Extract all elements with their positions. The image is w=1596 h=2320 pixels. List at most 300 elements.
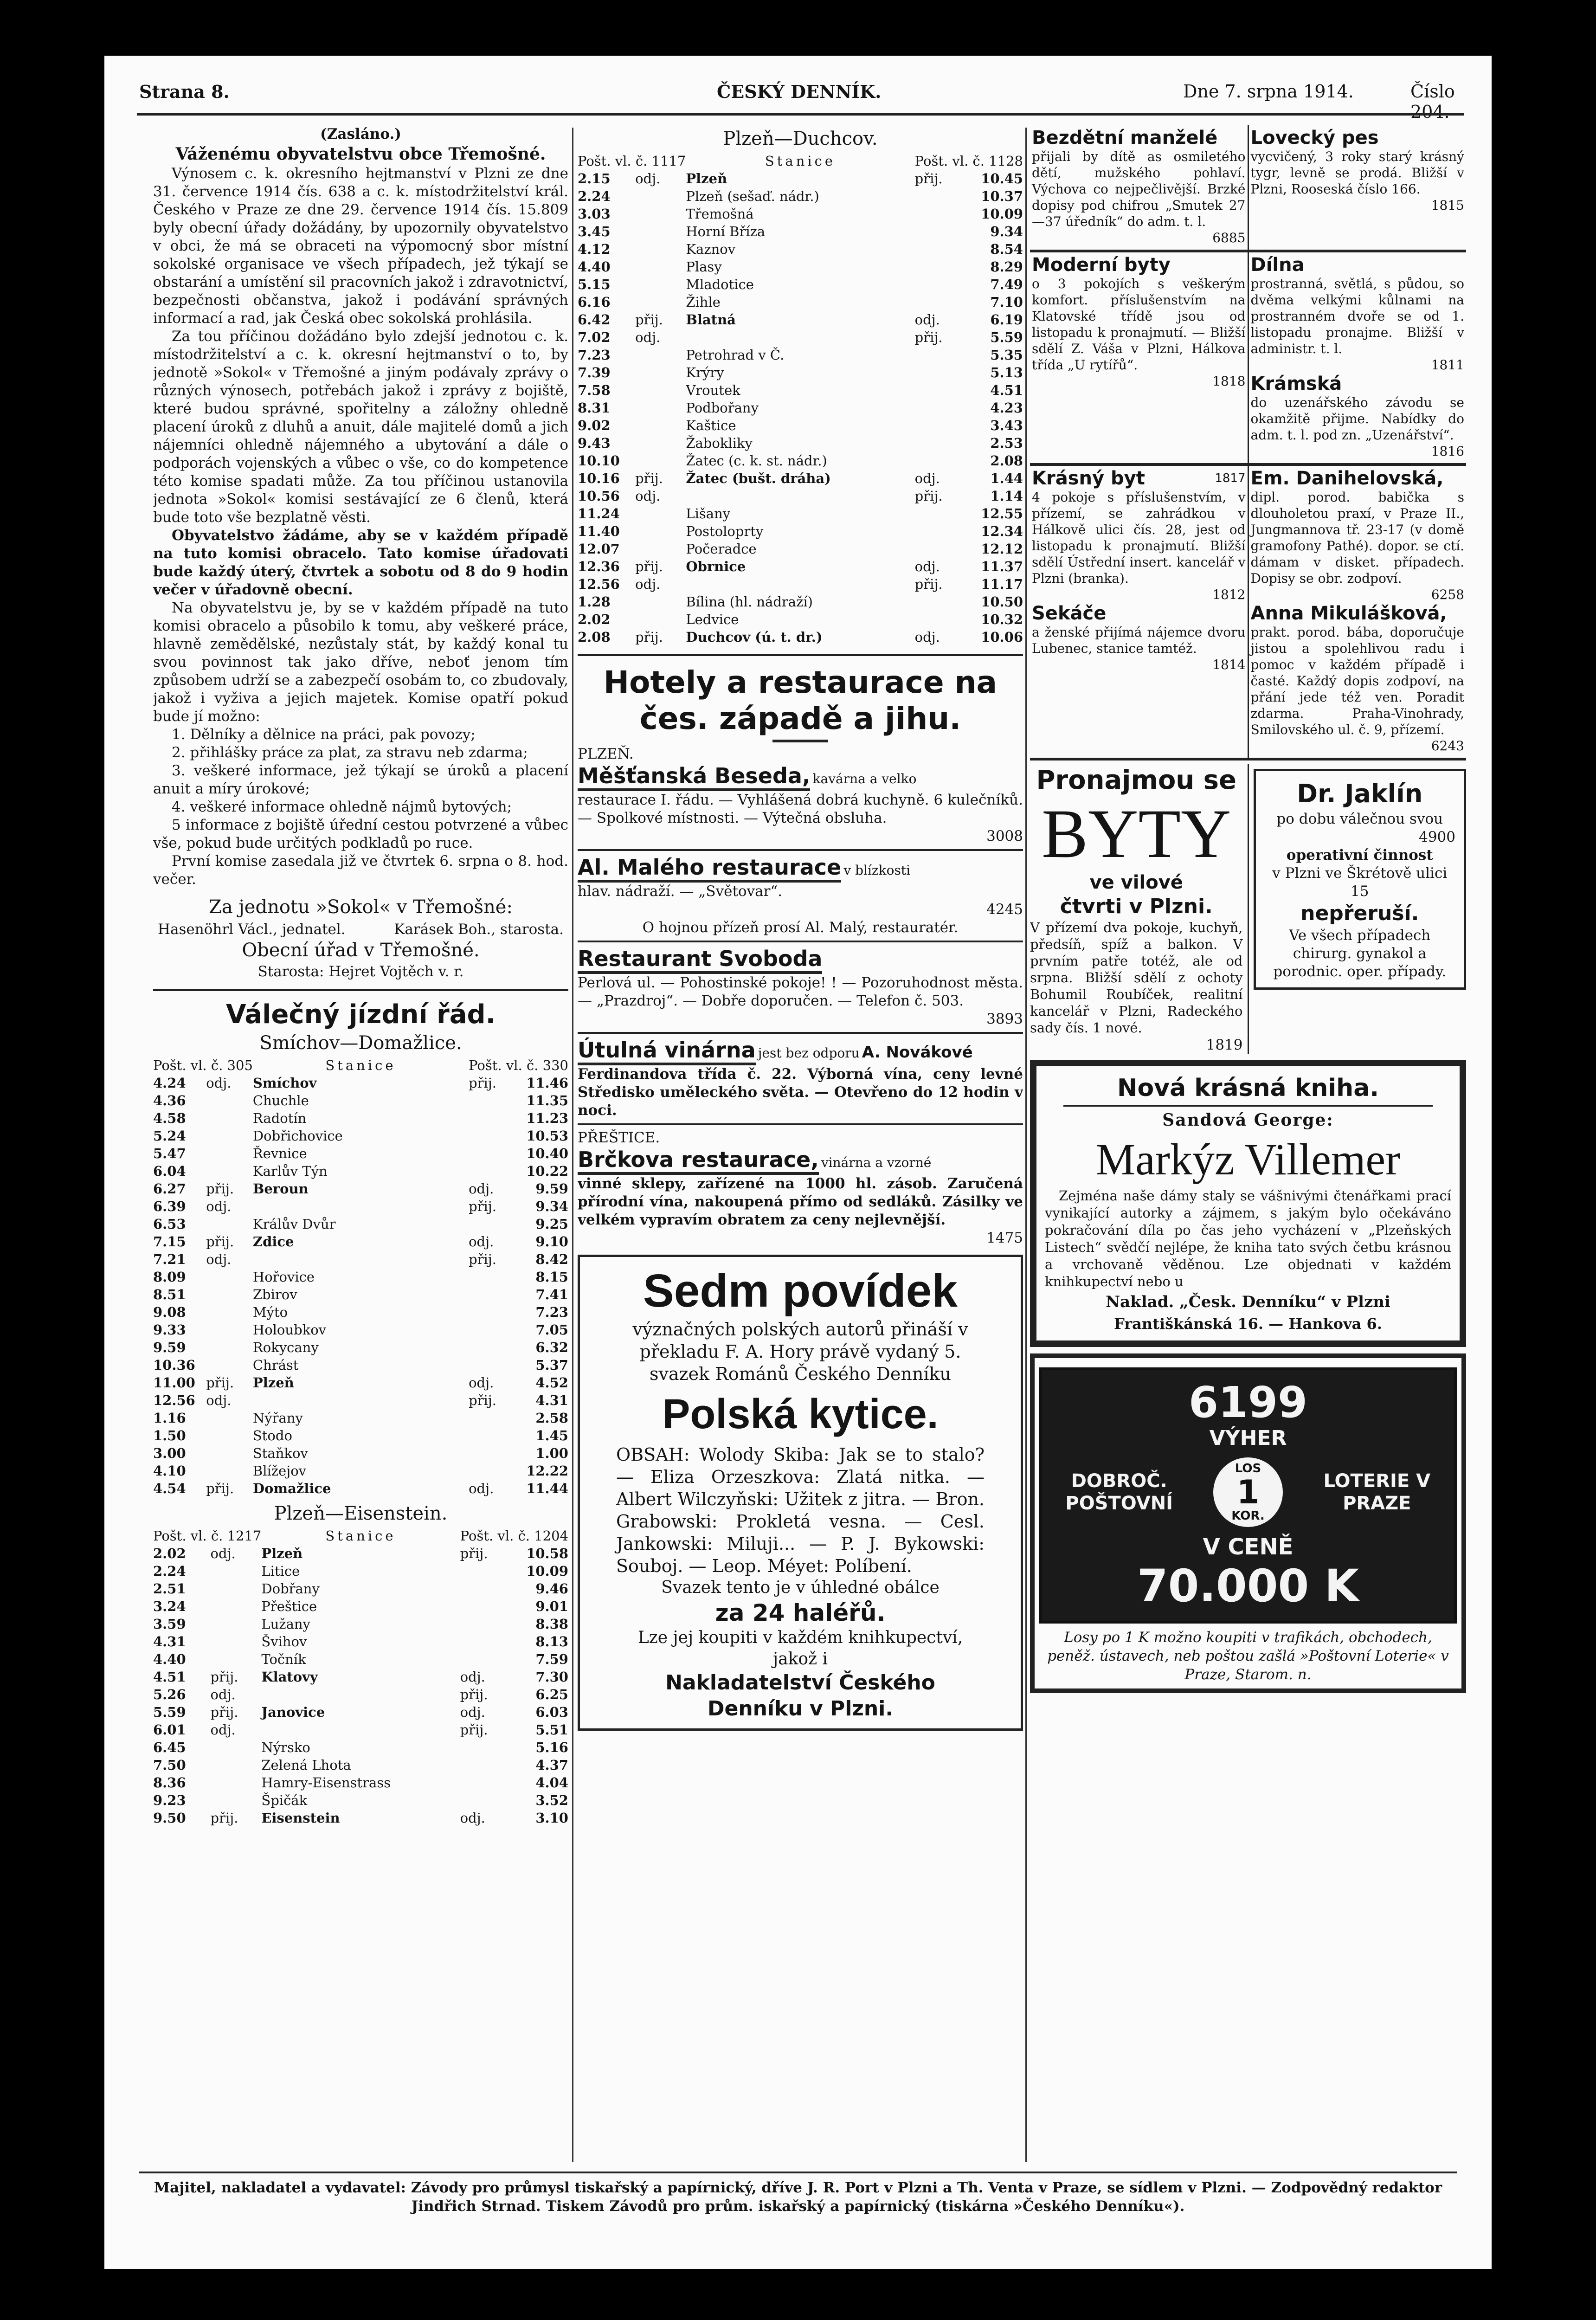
route1-cell-arr-time: 4.52 (535, 1375, 568, 1391)
route1-cell-arr-label (469, 1145, 510, 1162)
route1-cell-station: Zdice (252, 1234, 294, 1250)
route1-cell-arr-time: 9.25 (535, 1216, 568, 1232)
city-prestice: PŘEŠTICE. (578, 1129, 660, 1146)
route2-cell-station (261, 1686, 460, 1703)
route1-row (153, 1233, 568, 1250)
route3-row (578, 575, 1023, 593)
book-ad-price-pre: Svazek tento je v úhledné obálce (661, 1578, 940, 1597)
route3-cell-station: Podbořany (686, 400, 759, 416)
route1-row (153, 1374, 568, 1392)
route3-cell-station: Vroutek (686, 382, 740, 398)
route1-cell-dep-label: odj. (206, 1392, 232, 1408)
notice-list-3: 3. veškeré informace, jež týkají se úroků a placení anuit a míry úrokové; (153, 762, 568, 797)
route1-rows (153, 1074, 568, 1497)
route3-cell-arr-label: přij. (914, 488, 943, 504)
route1-row (153, 1215, 568, 1233)
classified-num-top: 1817 (1215, 471, 1246, 485)
route1-row (153, 1250, 568, 1268)
route2-cell-station: Točník (261, 1651, 306, 1667)
route1-cell-dep-time: 4.10 (153, 1463, 186, 1479)
lottery-wins: VÝHER (1209, 1426, 1287, 1450)
route1-row (153, 1480, 568, 1497)
ad-rule (578, 1032, 1023, 1034)
book-ad-publisher: Nakladatelství Českého Denníku v Plzni. (665, 1671, 935, 1721)
route1-cell-arr-time: 10.53 (526, 1128, 568, 1144)
route3-cell-dep-label (635, 258, 686, 276)
route2-row (153, 1703, 568, 1721)
route3-cell-arr-label (915, 505, 960, 522)
classified-num: 1815 (1431, 198, 1464, 213)
city-plzen: PLZEŇ. (578, 746, 634, 762)
route2-row (153, 1774, 568, 1792)
novel-ad (1030, 1060, 1466, 1347)
route3-cell-dep-label (635, 434, 686, 452)
route1-head-left: Pošt. vl. č. 305 (153, 1057, 253, 1073)
route3-cell-arr-label (915, 522, 960, 540)
classified-text: vycvičený, 3 roky starý krásný tygr, levně se prodá. Bližší v Plzni, Rooseská číslo 166. (1250, 149, 1464, 197)
route2-cell-arr-time: 3.10 (535, 1810, 568, 1826)
route3-cell-arr-time: 7.49 (990, 277, 1023, 292)
route1-cell-station: Blížejov (252, 1463, 307, 1479)
notice-list-2: 2. přihlášky práce za plat, za stravu neb zdarma; (172, 744, 528, 761)
route3-cell-arr-label (915, 399, 960, 417)
route2-cell-arr-label: přij. (460, 1722, 488, 1738)
lottery-note: Losy po 1 K možno koupiti v trafikách, obchodech, peněž. ústavech, neb poštou zašlá »Poštovní Loterie« v Praze, Starom. n. (1047, 1629, 1449, 1683)
route2-cell-dep-label (211, 1792, 262, 1809)
route3-cell-arr-label (915, 417, 960, 434)
route3-cell-arr-label: odj. (914, 312, 940, 328)
classified-title: Anna Mikulášková, (1250, 603, 1447, 624)
route3-cell-dep-time: 5.15 (578, 277, 611, 292)
column-divider-2 (1025, 128, 1027, 2162)
lottery-ad (1030, 1353, 1466, 1693)
route1-cell-arr-label (469, 1356, 510, 1374)
route1-cell-station: Stodo (252, 1428, 292, 1444)
ad1-text: restaurace I. řádu. — Vyhlášená dobrá kuchyně. 6 kulečníků. — Spolkové místnosti. — Výtečná obsluha. (578, 792, 1023, 826)
route2-cell-arr-label (460, 1633, 506, 1650)
route2-rows (153, 1545, 568, 1827)
route3-timetable (578, 152, 1023, 646)
route1-row (153, 1339, 568, 1356)
classified-text: 4 pokoje s příslušenstvím, v přízemí, se zahrádkou v Hálkově ulici čís. 28, jest od listopadu k pronajmutí. Bližší sdělí Ústřední insert. kancelář v Plzni (branka). (1032, 490, 1246, 586)
route1-cell-arr-time: 10.40 (526, 1146, 568, 1161)
route1-cell-station: Hořovice (252, 1269, 315, 1285)
route3-cell-arr-label (915, 611, 960, 628)
book-ad-contents: OBSAH: Wolody Skiba: Jak se to stalo? — Eliza Orzeszkova: Zlatá nitka. — Albert Wilczyňski: Užitek z jitra. — Bron. Grabowski: Prokletá vesna. — Cesl. Jankowski: Miluji... — P. J. Bykowski: Souboj. — Leop. Méyet: Políbení. (616, 1444, 985, 1576)
route3-row (578, 346, 1023, 364)
route3-cell-arr-time: 9.34 (990, 224, 1023, 239)
route3-cell-arr-time: 12.12 (981, 541, 1023, 557)
route3-row (578, 417, 1023, 434)
route3-cell-arr-label: přij. (914, 576, 943, 592)
route3-cell-arr-label: odj. (914, 629, 940, 645)
route3-cell-dep-time: 4.40 (578, 259, 611, 275)
route1-cell-station (253, 1250, 469, 1268)
classified-title (1032, 468, 1246, 489)
route3-cell-arr-time: 1.14 (990, 488, 1023, 504)
route1-cell-arr-time: 10.22 (526, 1163, 568, 1179)
route1-cell-station: Chuchle (252, 1093, 309, 1108)
route3-cell-arr-time: 4.23 (990, 400, 1023, 416)
classified-num: 1811 (1431, 357, 1464, 373)
route2-cell-arr-time: 10.09 (526, 1563, 568, 1579)
route3-cell-dep-time: 9.02 (578, 418, 611, 433)
route2-cell-dep-label (211, 1774, 262, 1792)
route3-cell-arr-time: 10.09 (981, 206, 1023, 222)
classified-lovecky-pes (1248, 125, 1467, 251)
route1-cell-arr-label (469, 1339, 510, 1356)
classified-title: Bezdětní manželé (1032, 127, 1218, 148)
route3-row (578, 311, 1023, 329)
route3-cell-dep-label (635, 364, 686, 381)
route1-cell-arr-label (469, 1109, 510, 1127)
route1-cell-arr-label (469, 1127, 510, 1145)
rent-num: 1819 (1206, 1037, 1243, 1053)
route3-cell-arr-time: 8.29 (990, 259, 1023, 275)
route3-cell-dep-label: přij. (635, 312, 663, 328)
route2-cell-station: Eisenstein (261, 1810, 340, 1826)
route2-cell-station: Litice (261, 1563, 300, 1579)
route3-head-mid: Stanice (765, 153, 836, 169)
route3-cell-station: Plzeň (686, 171, 727, 187)
route1-cell-arr-time: 4.31 (535, 1392, 568, 1408)
route1-cell-dep-time: 6.04 (153, 1163, 186, 1179)
route3-cell-dep-label: odj. (635, 576, 661, 592)
route3-cell-arr-label: odj. (914, 559, 940, 574)
route2-cell-station: Plzeň (261, 1546, 303, 1561)
route1-row (153, 1392, 568, 1409)
route2-timetable (153, 1527, 568, 1827)
route1-cell-dep-time: 8.09 (153, 1269, 186, 1285)
classified-text: dipl. porod. babička s dlouholetou praxí, v Praze II., Jungmannova tř. 23-17 (v domě gramofony Pathé). dopor. se ctí. dámam v disket. případech. Dopisy se obr. zodpoví. (1250, 490, 1464, 586)
classified-title: Sekáče (1032, 603, 1107, 624)
lottery-ticket-bot: KOR. (1231, 1509, 1265, 1523)
lottery-right: LOTERIE V PRAZE (1323, 1470, 1431, 1514)
route3-cell-arr-label (915, 452, 960, 470)
route3-cell-station: Mladotice (686, 277, 754, 292)
route3-cell-dep-time: 2.24 (578, 188, 611, 204)
route3-cell-station: Ledvice (686, 612, 739, 627)
route1-header (153, 1057, 568, 1074)
ad-brckova-restaurace (578, 1147, 1023, 1247)
route2-cell-dep-label (211, 1633, 262, 1650)
route1-cell-dep-label (206, 1409, 253, 1427)
route3-row (578, 240, 1023, 258)
ad2-text: hlav. nádraží. — „Světovar“. (578, 883, 783, 900)
ad1-side: kavárna a velko (812, 771, 917, 786)
route3-cell-dep-label (635, 276, 686, 293)
route1-cell-arr-label (469, 1321, 510, 1339)
route1-cell-arr-label (469, 1092, 510, 1109)
route1-cell-arr-time: 9.34 (535, 1199, 568, 1214)
classified-title: Em. Danihelovská, (1250, 468, 1444, 489)
route1-cell-station: Holoubkov (252, 1322, 327, 1338)
route1-cell-arr-time: 12.22 (526, 1463, 568, 1479)
route3-cell-arr-label: přij. (914, 329, 943, 345)
route3-cell-station: Plzeň (sešaď. nádr.) (686, 188, 819, 204)
route3-header (578, 152, 1023, 170)
route1-cell-dep-time: 6.53 (153, 1216, 186, 1232)
ad3-num: 3893 (986, 1011, 1023, 1027)
route2-row (153, 1562, 568, 1580)
novel-rule (1063, 1105, 1433, 1107)
route3-cell-dep-time: 8.31 (578, 400, 611, 416)
route3-cell-arr-time: 3.43 (990, 418, 1023, 433)
route2-cell-dep-time: 4.40 (153, 1651, 186, 1667)
novel-text: Zejména naše dámy staly se vášnivými čtenářkami prací vynikající autorky a zájmem, s jakým bylo očekáváno pokračování díla po čas jeho vycházení v „Plzeňských Listech“ svědčí nejlépe, že kniha tato svých četbu krásnou a vrchovaně věděnou. Lze objednati v každém knihkupectví nebo u (1045, 1188, 1451, 1289)
route3-cell-dep-label (635, 205, 686, 223)
route2-row (153, 1580, 568, 1598)
route1-cell-dep-label (206, 1092, 253, 1109)
route3-cell-station: Duchcov (ú. t. dr.) (686, 629, 823, 645)
route1-cell-arr-label (469, 1268, 510, 1286)
route3-row (578, 628, 1023, 646)
route3-cell-dep-label (635, 522, 686, 540)
route3-cell-dep-label (635, 540, 686, 558)
route2-cell-dep-label: přij. (210, 1704, 238, 1720)
route1-cell-arr-label: přij. (469, 1392, 497, 1408)
lottery-ticket-top: LOS (1235, 1462, 1261, 1476)
route1-cell-dep-label (206, 1145, 253, 1162)
classified-dilna (1248, 252, 1467, 464)
route3-cell-arr-time: 12.55 (981, 506, 1023, 522)
lottery-left: DOBROČ. POŠTOVNÍ (1065, 1470, 1173, 1514)
ad5-text: vinné sklepy, zařízené na 1000 hl. zásob. Zaručená přírodní vína, nakoupená přímo od sedláků. Zásilky ve velkém vypravím obratem za ceny nejlevnější. (578, 1175, 1023, 1228)
route3-cell-dep-label: odj. (635, 488, 661, 504)
route3-cell-dep-label: odj. (635, 171, 661, 187)
imprint-footer: Majitel, nakladatel a vydavatel: Závody pro průmysl tiskařský a papírnický, dříve J. R. Port v Plzni a Th. Venta v Praze, se sídlem v Plzni. — Zodpovědný redaktor Jindřich Strnad. Tiskem Závodů pro prům. iskařský a papírnický (tiskárna »Českého Denníku«). (154, 2179, 1442, 2215)
lottery-value: 70.000 K (1137, 1560, 1359, 1612)
route1-cell-arr-label: přij. (469, 1075, 497, 1091)
route1-cell-dep-time: 6.27 (153, 1181, 186, 1197)
route3-cell-arr-time: 11.17 (981, 576, 1023, 592)
route1-cell-arr-time: 5.37 (535, 1357, 568, 1373)
route3-cell-dep-time: 3.03 (578, 206, 611, 222)
doctor-big: nepřeruší. (1300, 902, 1419, 925)
route2-header (153, 1527, 568, 1545)
ad-mestanska-beseda (578, 763, 1023, 845)
route2-head-left: Pošt. vl. č. 1217 (153, 1528, 262, 1544)
route1-row (153, 1268, 568, 1286)
notice-para-2: Za tou příčinou dožádáno bylo zdejší jednotou c. k. místodržitelství a c. k. okresní hejtmanství o to, by jednotě »Sokol« v Třemošné a jiným podávaly zprávy o různých výnosech, potřebách jakož i zprávy z bojiště, které budou správné, spořitelny a záložny ohledně placení úroků z dluhů a anuit, dále majitelé domů a jich nájemníci ohledně nájemného a ubytování a dále o podporách vojenských a vůbec o vše, co do kompetence této komise spadati může. Za tou příčinou ustanovila jednota »Sokol« komisi sestávající ze 6 členů, která bude toto vše bezplatně věsti. (153, 328, 568, 526)
route1-cell-dep-time: 9.08 (153, 1304, 186, 1320)
route1-cell-arr-label: odj. (469, 1234, 494, 1250)
route3-cell-station: Plasy (686, 259, 722, 275)
route2-cell-arr-time: 8.13 (535, 1634, 568, 1650)
route1-row (153, 1444, 568, 1462)
route3-cell-arr-label (915, 187, 960, 205)
route1-cell-station: Smíchov (252, 1075, 317, 1091)
route3-cell-dep-time: 7.39 (578, 365, 611, 380)
route1-cell-dep-label: odj. (206, 1251, 232, 1267)
route3-cell-dep-label (635, 399, 686, 417)
route2-cell-station: Janovice (261, 1704, 325, 1720)
route1-cell-dep-time: 4.54 (153, 1481, 186, 1496)
classified-title-text: Krásný byt (1032, 468, 1145, 489)
ad5-num: 1475 (986, 1230, 1023, 1246)
notice-last-para: První komise zasedala již ve čtvrtek 6. srpna o 8. hod. večer. (153, 853, 568, 888)
route3-head-right: Pošt. vl. č. 1128 (914, 153, 1023, 169)
route3-cell-dep-label: přij. (635, 470, 663, 486)
classified-num: 1814 (1212, 657, 1246, 672)
classified-title: Dílna (1250, 254, 1305, 276)
route2-row (153, 1792, 568, 1809)
route3-cell-station: Počeradce (686, 541, 757, 557)
route2-cell-dep-label (211, 1580, 262, 1598)
route2-cell-arr-label (460, 1615, 506, 1633)
book-ad-box (578, 1255, 1023, 1731)
route3-cell-arr-label: přij. (914, 171, 943, 187)
route3-cell-station: Krýry (686, 365, 724, 380)
novel-publisher: Naklad. „Česk. Denníku“ v Plzni (1106, 1293, 1390, 1311)
route3-cell-station: Petrohrad v Č. (686, 347, 785, 363)
footer-rule (139, 2172, 1457, 2173)
route3-cell-dep-label: přij. (635, 629, 663, 645)
route1-cell-station: Zbirov (252, 1287, 297, 1302)
route3-cell-dep-label (635, 381, 686, 399)
route1-cell-station: Řevnice (252, 1146, 307, 1161)
notice-heading: Váženému obyvatelstvu obce Třemošné. (175, 144, 546, 164)
route1-cell-dep-label (206, 1339, 253, 1356)
route2-cell-arr-time: 6.03 (535, 1704, 568, 1720)
route3-cell-dep-time: 2.02 (578, 612, 611, 627)
route3-cell-arr-label (915, 540, 960, 558)
route2-cell-dep-label (211, 1615, 262, 1633)
doctor-bold: operativní činnost (1286, 847, 1433, 864)
route2-cell-dep-label (211, 1756, 262, 1774)
route3-cell-station: Postoloprty (686, 523, 764, 539)
route3-cell-station (686, 487, 914, 505)
route1-cell-dep-time: 3.00 (153, 1445, 186, 1461)
route3-title: Plzeň—Duchcov. (723, 128, 878, 149)
lottery-middle (1047, 1457, 1449, 1527)
route3-cell-dep-label (635, 505, 686, 522)
route1-cell-arr-time: 7.05 (535, 1322, 568, 1338)
route3-cell-arr-time: 10.45 (981, 171, 1023, 187)
route1-cell-arr-time: 6.32 (535, 1340, 568, 1355)
lottery-ticket-num: 1 (1236, 1473, 1260, 1511)
route3-cell-arr-label (915, 205, 960, 223)
route3-cell-dep-label (635, 452, 686, 470)
route3-row (578, 434, 1023, 452)
route2-row (153, 1545, 568, 1562)
route3-cell-arr-time: 7.10 (990, 294, 1023, 310)
doctor-text-1: po dobu válečnou svou (1276, 811, 1443, 827)
route2-cell-station: Lužany (261, 1616, 310, 1632)
route1-cell-arr-time: 11.23 (526, 1110, 568, 1126)
route1-cell-dep-label (206, 1303, 253, 1321)
route1-timetable (153, 1057, 568, 1497)
notice-list-4: 4. veškeré informace ohledně nájmů bytových; (172, 799, 512, 815)
route1-row (153, 1145, 568, 1162)
lottery-banner (1039, 1367, 1457, 1624)
signature-title: Za jednotu »Sokol« v Třemošné: (209, 896, 513, 918)
route2-cell-dep-label: odj. (210, 1722, 236, 1738)
route1-cell-arr-label: odj. (469, 1181, 494, 1197)
rent-text: V přízemí dva pokoje, kuchyň, předsíň, spíž a balkon. V prvním patře totéž, ale od srpna. Bližší sdělí z ochoty Bohumil Roubíček, realitní kancelář v Plzni, Radeckého sady čís. 1 nové. (1030, 920, 1243, 1036)
route3-row (578, 293, 1023, 311)
route3-cell-arr-time: 10.50 (981, 594, 1023, 610)
issue-number: Číslo 204. (1410, 81, 1455, 122)
route1-cell-arr-time: 8.15 (535, 1269, 568, 1285)
route1-row (153, 1127, 568, 1145)
route1-cell-arr-label (469, 1286, 510, 1303)
header-rule (137, 113, 1464, 116)
route2-cell-dep-time: 2.02 (153, 1546, 186, 1561)
route1-cell-dep-label (206, 1462, 253, 1480)
rent-sub1: ve vilové (1089, 872, 1183, 893)
route3-cell-arr-time: 10.32 (981, 612, 1023, 627)
notice-list-1: 1. Dělníky a dělnice na práci, pak povozy; (172, 726, 476, 743)
lottery-value-pre: V CENĚ (1203, 1534, 1294, 1560)
ornament-rule (772, 740, 828, 742)
route2-cell-dep-time: 4.31 (153, 1634, 186, 1650)
route1-title: Smíchov—Domažlice. (259, 1032, 462, 1054)
route2-head-mid: Stanice (325, 1528, 396, 1544)
route3-cell-dep-time: 2.08 (578, 629, 611, 645)
route2-cell-dep-time: 5.59 (153, 1704, 186, 1720)
ad1-name: Měšťanská Beseda, (578, 763, 810, 791)
route1-cell-dep-label: přij. (206, 1375, 234, 1391)
route3-cell-dep-time: 4.12 (578, 241, 611, 257)
doctor-num: 4900 (1419, 829, 1455, 845)
route1-row (153, 1074, 568, 1092)
ad2-side: v blízkosti (843, 863, 911, 878)
classified-num: 1818 (1212, 374, 1246, 389)
route1-cell-dep-label (206, 1427, 253, 1444)
route3-cell-station (686, 575, 914, 593)
route3-row (578, 258, 1023, 276)
route3-cell-arr-time: 10.37 (981, 188, 1023, 204)
route1-cell-arr-time: 11.35 (526, 1093, 568, 1108)
route1-row (153, 1198, 568, 1215)
ad3-text: Perlová ul. — Pohostinské pokoje! ! — Pozoruhodnost města. — „Prazdroj“. — Dobře doporučen. — Telefon č. 503. (578, 974, 1023, 1009)
route3-cell-station: Horní Bříza (686, 224, 766, 239)
route3-cell-arr-label (915, 223, 960, 240)
book-ad-where: Lze jej koupiti v každém knihkupectví, jakož i (637, 1628, 963, 1669)
route3-cell-dep-time: 11.24 (578, 506, 620, 522)
route1-cell-dep-label (206, 1215, 253, 1233)
route2-cell-arr-label: odj. (460, 1669, 485, 1685)
route2-cell-station: Švihov (261, 1634, 307, 1650)
ad5-side: vinárna a vzorné (821, 1155, 932, 1170)
doctor-ad (1248, 764, 1467, 1054)
route1-cell-station: Domažlice (252, 1481, 331, 1496)
route2-cell-arr-label: odj. (460, 1810, 485, 1826)
route3-row (578, 558, 1023, 575)
route3-cell-dep-time: 12.36 (578, 559, 620, 574)
route3-cell-arr-label: odj. (914, 470, 940, 486)
route3-cell-arr-time: 10.06 (981, 629, 1023, 645)
route2-cell-dep-label (211, 1739, 262, 1756)
route3-row (578, 505, 1023, 522)
route2-row (153, 1809, 568, 1827)
route3-cell-dep-time: 1.28 (578, 594, 611, 610)
route2-title: Plzeň—Eisenstein. (274, 1503, 448, 1524)
route3-cell-arr-time: 5.35 (990, 347, 1023, 363)
ad2-sign: O hojnou přízeň prosí Al. Malý, restauratér. (642, 919, 959, 936)
route2-row (153, 1721, 568, 1739)
signature-left: Hasenöhrl Václ., jednatel. (158, 921, 346, 938)
route1-cell-arr-time: 7.23 (535, 1304, 568, 1320)
route3-cell-dep-time: 6.42 (578, 312, 611, 328)
route1-cell-station: Dobřichovice (252, 1128, 343, 1144)
route3-cell-arr-label (915, 593, 960, 611)
route1-row (153, 1356, 568, 1374)
signatures (153, 921, 568, 938)
notice-list-5: 5 informace z bojiště úřední cestou potvrzené a vůbec vše, pokud bude určitých podkladů po ruce. (153, 817, 568, 851)
rent-small: Pronajmou se (1036, 765, 1236, 795)
